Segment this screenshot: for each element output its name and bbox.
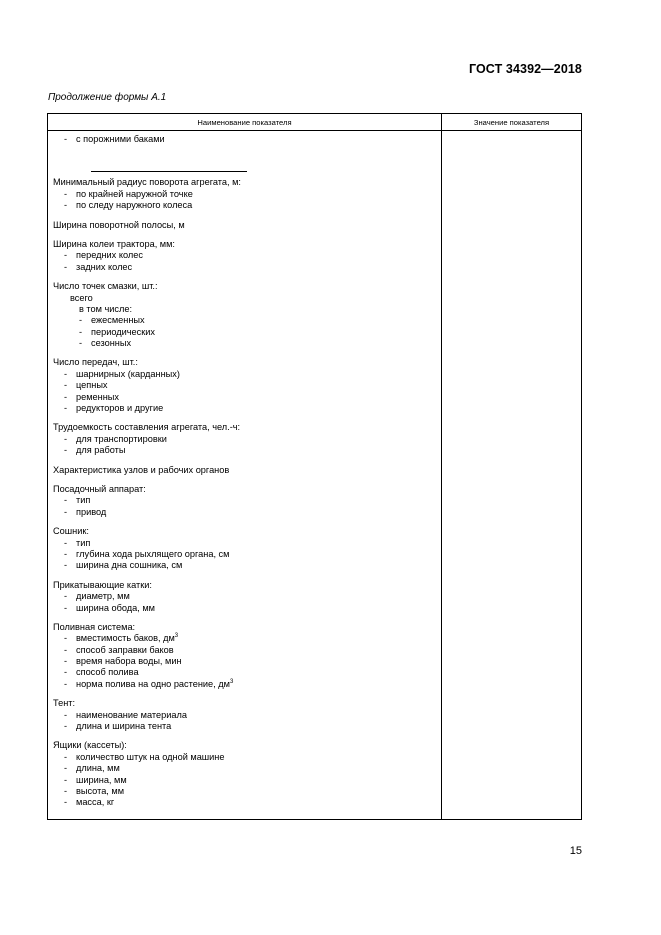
list-item: - сезонных [79,338,132,349]
group-title: Сошник: [53,526,89,537]
group-title: Поливная система: [53,621,136,632]
column-header-indicator-name: Наименование показателя [197,118,292,127]
group-title: Трудоемкость составления агрегата, чел.-ч: [53,422,241,433]
list-item: - с порожними баками [64,134,165,144]
list-item: - по крайней наружной точке [64,188,193,199]
group-title: Прикатывающие катки: [53,579,152,590]
list-item: - способ полива [64,667,139,678]
list-item: - масса, кг [64,797,115,808]
group-title: Ящики (кассеты): [53,740,127,751]
table-header-row [48,114,581,131]
list-item: - количество штук на одной машине [64,751,225,762]
list-item: - цепных [64,380,108,391]
list-item: - шарнирных (карданных) [64,368,180,379]
list-item: - ременных [64,391,119,402]
list-item: - высота, мм [64,785,125,796]
indicator-list [53,134,438,809]
list-item: - периодических [79,326,155,337]
list-item: - норма полива на одно растение, $дм^3$ [64,678,234,689]
standard-code: ГОСТ 34392—2018 [468,62,582,76]
list-item: - ширина обода, мм [64,602,155,613]
list-item-total: всего [70,292,93,303]
list-item: - тип [64,537,91,548]
list-item: - привод [64,506,107,517]
group-title: Число точек смазки, шт.: [53,281,158,292]
list-item: - для работы [64,445,126,456]
separator-line [91,171,247,172]
list-item: - задних колес [64,261,133,272]
list-item: - способ заправки баков [64,644,174,655]
list-item-in-that: в том числе: [79,303,133,314]
list-item: - диаметр, мм [64,591,130,602]
list-item: - по следу наружного колеса [64,200,193,211]
group-title: Число передач, шт.: [53,357,138,368]
list-item: - время набора воды, мин [64,656,182,667]
group-title: Ширина колеи трактора, мм: [53,238,175,249]
list-item: - ежесменных [79,315,145,326]
page-number: 15 [569,845,582,857]
list-item: - для транспортировки [64,433,167,444]
list-item: - передних колес [64,250,143,261]
form-continuation-caption: Продолжение формы А.1 [48,92,167,103]
list-item: - глубина хода рыхлящего органа, см [64,548,230,559]
indicator-form-table [47,113,582,820]
column-divider [441,114,442,819]
list-item: - длина и ширина тента [64,721,172,732]
list-item: - редукторов и другие [64,403,164,414]
list-item: - ширина дна сошника, см [64,560,183,571]
group-title: Посадочный аппарат: [53,483,146,494]
list-item: - тип [64,495,91,506]
list-item: - наименование материала [64,709,187,720]
group-title: Ширина поворотной полосы, м [53,219,185,230]
list-item: - длина, мм [64,763,120,774]
group-title: Минимальный радиус поворота агрегата, м: [53,177,241,188]
group-title: Тент: [53,698,76,709]
group-title: Характеристика узлов и рабочих органов [53,464,230,475]
list-item: - ширина, мм [64,774,127,785]
list-item: - вместимость баков, $дм^3$ [64,633,179,644]
column-header-indicator-value: Значение показателя [473,118,550,127]
